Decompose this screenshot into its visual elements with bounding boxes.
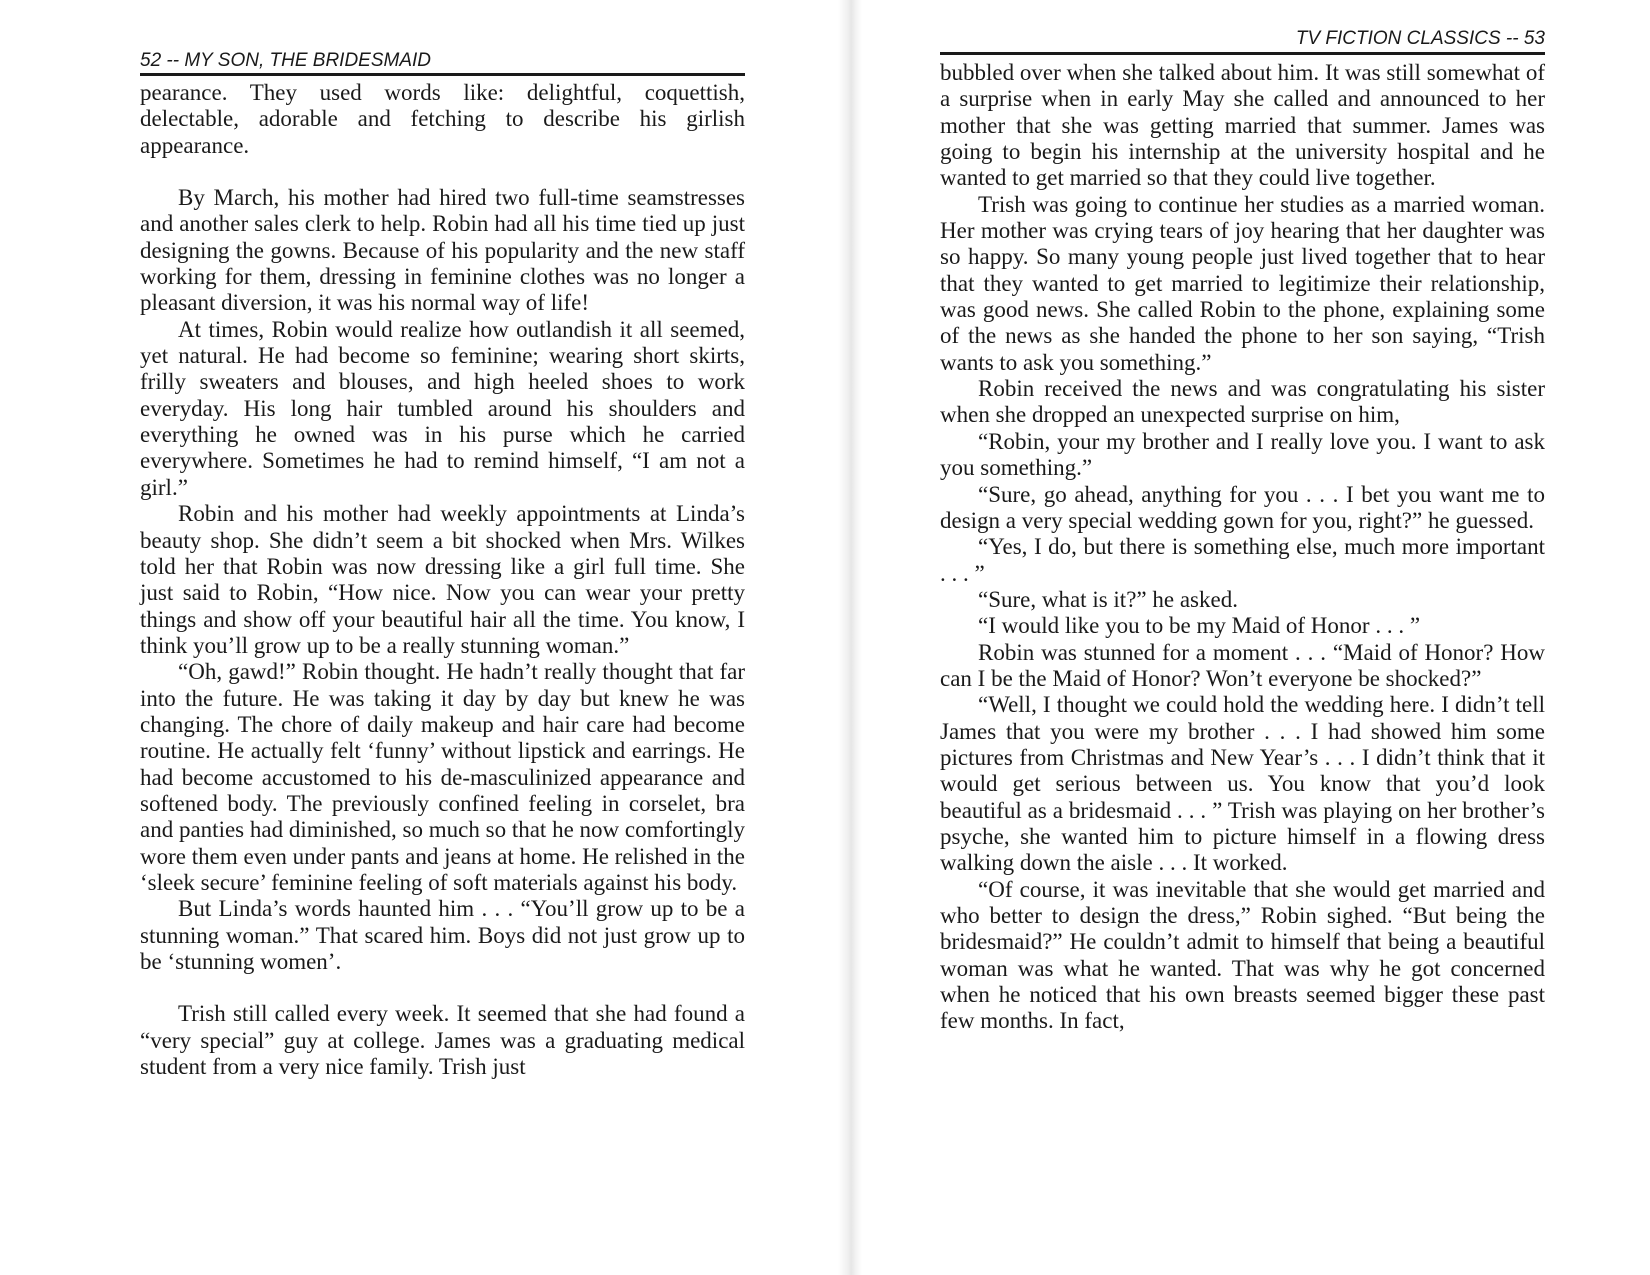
right-page-header: TV FICTION CLASSICS -- 53 bbox=[1295, 28, 1545, 49]
right-paragraph: “Sure, go ahead, anything for you . . . I bet you want me to design a very special wedding gown for you, right?” he guessed. bbox=[940, 481, 1545, 533]
right-paragraph: Robin was stunned for a moment . . . “Maid of Honor? How can I be the Maid of Honor? Won’t everyone be shocked?” bbox=[940, 639, 1545, 691]
left-paragraph: pearance. They used words like: delightful, coquettish, delectable, adorable and fetching to describe his girlish appearance. bbox=[140, 80, 745, 158]
right-paragraph: bubbled over when she talked about him. It was still somewhat of a surprise when in early May she called and announced to her mother that she was getting married that summer. James was going to begin his internship at the university hospital and he wanted to get married so that they could live together. bbox=[940, 60, 1545, 191]
book-gutter bbox=[838, 0, 862, 1275]
right-paragraph: “Well, I thought we could hold the wedding here. I didn’t tell James that you were my brother . . . I had showed him some pictures from Christmas and New Year’s . . . I didn’t think that it would get serious between us. You know that you’d look beautiful as a bridesmaid . . . ” Trish was playing on her brother’s psyche, she wanted him to picture himself in a flowing dress walking down the aisle . . . It worked. bbox=[940, 692, 1545, 876]
right-paragraph: “Yes, I do, but there is something else, much more important . . . ” bbox=[940, 534, 1545, 586]
left-page-body bbox=[140, 80, 745, 1080]
right-paragraph: “I would like you to be my Maid of Honor . . . ” bbox=[978, 613, 1421, 639]
left-paragraph: At times, Robin would realize how outlandish it all seemed, yet natural. He had become so feminine; wearing short skirts, frilly sweaters and blouses, and high heeled shoes to work everyday. His long hair tumbled around his shoulders and everything he owned was in his purse which he carried everywhere. Sometimes he had to remind himself, “I am not a girl.” bbox=[140, 316, 745, 500]
right-paragraph: Trish was going to continue her studies as a married woman. Her mother was crying tears of joy hearing that her daughter was so happy. So many young people just lived together that to hear that they wanted to get married to legitimize their relationship, was good news. She called Robin to the phone, explaining some of the news as she handed the phone to her son saying, “Trish wants to ask you something.” bbox=[940, 191, 1545, 375]
left-paragraph: Trish still called every week. It seemed that she had found a “very special” guy at college. James was a graduating medical student from a very nice family. Trish just bbox=[140, 1001, 745, 1080]
right-header-rule bbox=[940, 52, 1545, 55]
right-page-body bbox=[940, 60, 1545, 1035]
right-paragraph: Robin received the news and was congratulating his sister when she dropped an unexpected surprise on him, bbox=[940, 376, 1545, 428]
left-header-rule bbox=[140, 73, 745, 76]
right-paragraph: “Of course, it was inevitable that she would get married and who better to design the dress,” Robin sighed. “But being the bridesmaid?” He couldn’t admit to himself that being a beautiful woman was what he wanted. That was why he got concerned when he noticed that his own breasts seemed bigger these past few months. In fact, bbox=[940, 876, 1545, 1034]
left-page-header: 52 -- MY SON, THE BRIDESMAID bbox=[140, 50, 432, 71]
right-paragraph: “Sure, what is it?” he asked. bbox=[978, 586, 1238, 612]
left-paragraph: By March, his mother had hired two full-time seamstresses and another sales clerk to help. Robin had all his time tied up just designing the gowns. Because of his popularity and the new staff working for them, dressing in feminine clothes was no longer a pleasant diversion, it was his normal way of life! bbox=[140, 185, 745, 316]
right-paragraph: “Robin, your my brother and I really love you. I want to ask you something.” bbox=[940, 428, 1545, 481]
left-paragraph: But Linda’s words haunted him . . . “You’ll grow up to be a stunning woman.” That scared him. Boys did not just grow up to be ‘stunning women’. bbox=[140, 896, 745, 974]
left-paragraph: “Oh, gawd!” Robin thought. He hadn’t really thought that far into the future. He was taking it day by day but knew he was changing. The chore of daily makeup and hair care had become routine. He actually felt ‘funny’ without lipstick and earrings. He had become accustomed to his de-masculinized appearance and softened body. The previously confined feeling in corselet, bra and panties had diminished, so much so that he now comfortingly wore them even under pants and jeans at home. He relished in the ‘sleek secure’ feminine feeling of soft materials against his body. bbox=[140, 659, 745, 895]
left-paragraph: Robin and his mother had weekly appointments at Linda’s beauty shop. She didn’t seem a bit shocked when Mrs. Wilkes told her that Robin was now dressing like a girl full time. She just said to Robin, “How nice. Now you can wear your pretty things and show off your beautiful hair all the time. You know, I think you’ll grow up to be a really stunning woman.” bbox=[140, 501, 745, 658]
